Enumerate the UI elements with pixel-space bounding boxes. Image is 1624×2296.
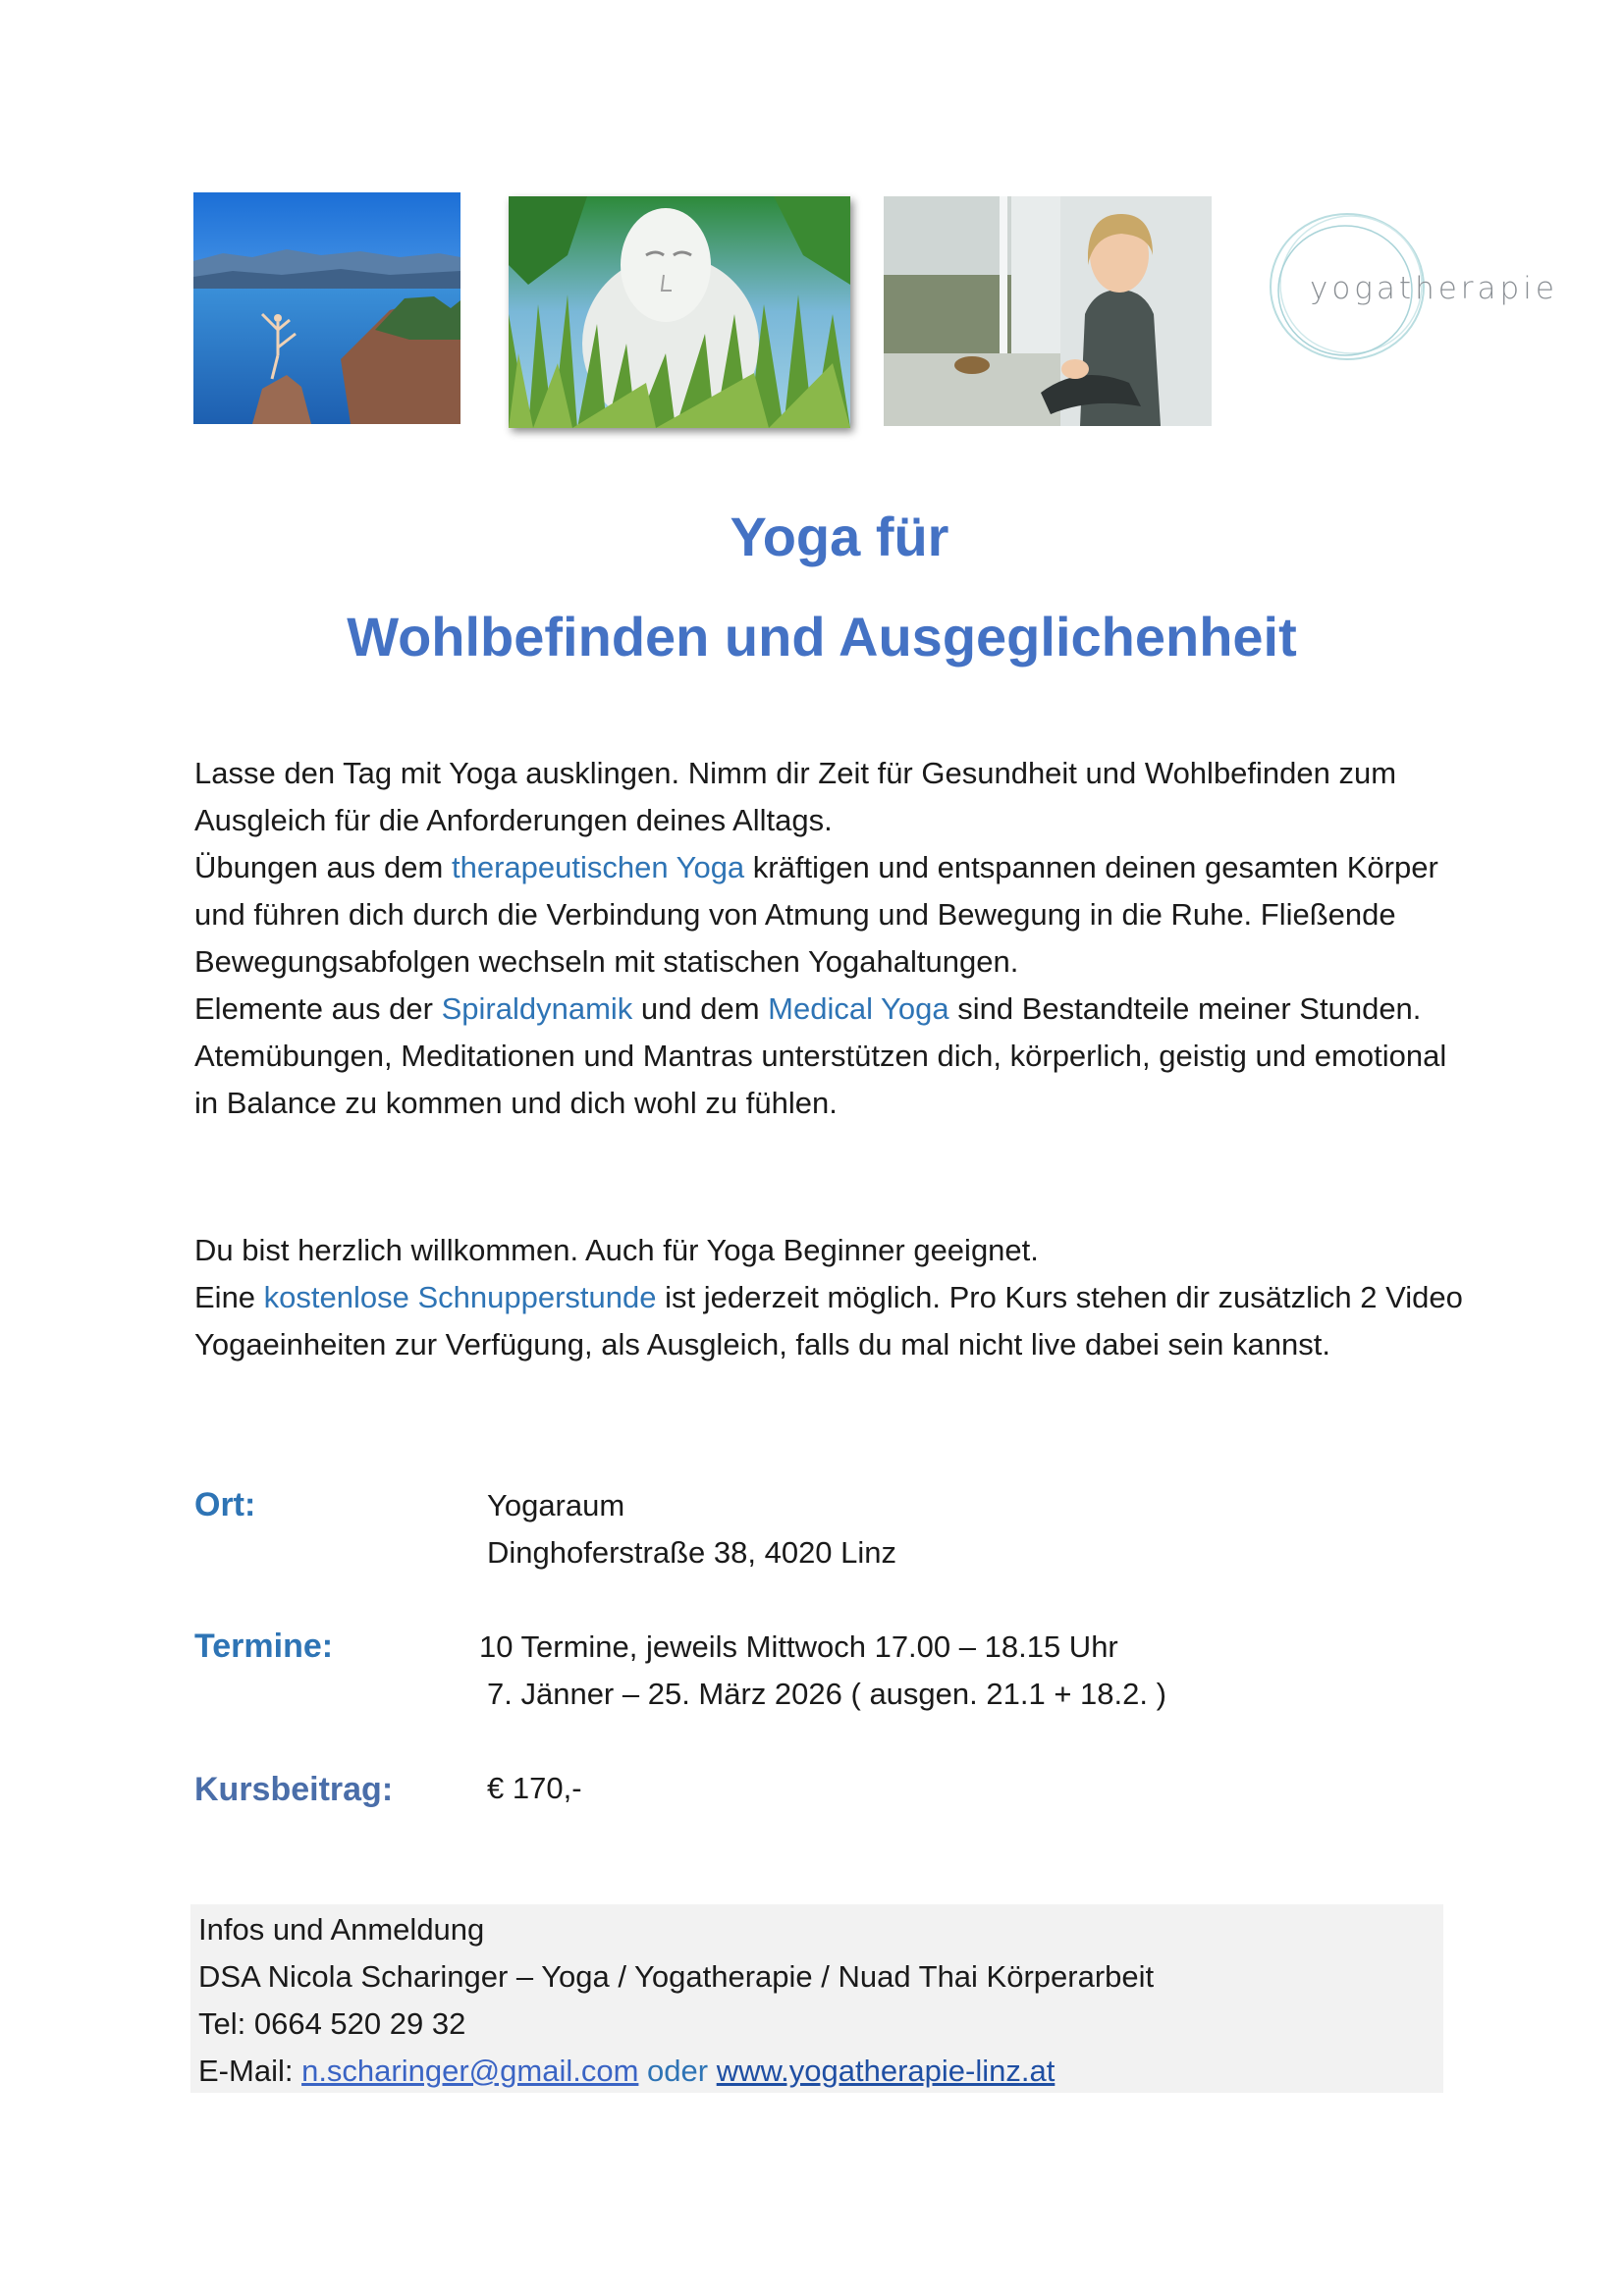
logo-text: yogatherapie: [1310, 271, 1558, 306]
intro-sentence-1: Lasse den Tag mit Yoga ausklingen. Nimm dir Zeit für Gesundheit und Wohlbefinden zum Ausgleich für die Anforderungen deines Alltags.: [194, 756, 1397, 837]
dates-line-1: 10 Termine, jeweils Mittwoch 17.00 – 18.15 Uhr: [479, 1629, 1118, 1664]
email-link[interactable]: n.scharinger@gmail.com: [301, 2054, 639, 2088]
contact-name: DSA Nicola Scharinger – Yoga / Yogatherapie / Nuad Thai Körperarbeit: [198, 1959, 1155, 1994]
fee-value: € 170,-: [487, 1771, 582, 1805]
contact-phone: Tel: 0664 520 29 32: [198, 2006, 466, 2041]
page-title-line2: Wohlbefinden und Ausgeglichenheit: [347, 606, 1297, 667]
medical-yoga-link[interactable]: Medical Yoga: [768, 991, 949, 1026]
location-value: Yogaraum Dinghoferstraße 38, 4020 Linz: [487, 1488, 897, 1570]
buddha-statue-in-grass-photo: [509, 196, 850, 428]
contact-box: [190, 1904, 1443, 2093]
welcome-sentence-1: Du bist herzlich willkommen. Auch für Yoga Beginner geeignet.: [194, 1233, 1039, 1267]
dates-label: Termine:: [194, 1628, 334, 1665]
location-label: Ort:: [194, 1486, 256, 1523]
page-title-line1: Yoga für: [730, 506, 949, 567]
yogatherapie-logo: [1267, 208, 1558, 367]
mountain-lake-yoga-pose-photo: [193, 192, 460, 424]
website-link[interactable]: www.yogatherapie-linz.at: [716, 2054, 1056, 2088]
therapeutic-yoga-link[interactable]: therapeutischen Yoga: [451, 850, 745, 884]
intro-paragraph: Lasse den Tag mit Yoga ausklingen. Nimm dir Zeit für Gesundheit und Wohlbefinden zum Ausgleich für die Anforderungen deines Alltags. Übungen aus dem therapeutischen Yoga kräftigen und entspannen deinen gesamten Körper und führen dich durch die Verbindung von Atmung und Bewegung in die Ruhe. Fließende Bewegungsabfolgen wechseln mit statischen Yogahaltungen. Elemente aus der Spiraldynamik und dem Medical Yoga sind Bestandteile meiner Stunden. Atemübungen, Meditationen und Mantras unterstützen dich, körperlich, geistig und emotional in Balance zu kommen und dich wohl zu fühlen.: [194, 756, 1447, 1120]
intro-sentence-4: Atemübungen, Meditationen und Mantras unterstützen dich, körperlich, geistig und emotional in Balance zu kommen und dich wohl zu fühlen.: [194, 1039, 1447, 1120]
contact-email-line: E-Mail: n.scharinger@gmail.com oder www.yogatherapie-linz.at: [198, 2054, 1056, 2088]
fee-label: Kursbeitrag:: [194, 1771, 394, 1808]
dates-line-2: 7. Jänner – 25. März 2026 ( ausgen. 21.1 + 18.2. ): [487, 1677, 1166, 1711]
welcome-paragraph: Du bist herzlich willkommen. Auch für Yoga Beginner geeignet. Eine kostenlose Schnupperstunde ist jederzeit möglich. Pro Kurs stehen dir zusätzlich 2 Video Yogaeinheiten zur Verfügung, als Ausgleich, falls du mal nicht live dabei sein kannst.: [194, 1233, 1463, 1362]
yoga-teacher-portrait-photo: [884, 196, 1212, 426]
contact-heading: Infos und Anmeldung: [198, 1912, 485, 1947]
free-trial-link[interactable]: kostenlose Schnupperstunde: [263, 1280, 657, 1314]
spiraldynamik-link[interactable]: Spiraldynamik: [441, 991, 633, 1026]
